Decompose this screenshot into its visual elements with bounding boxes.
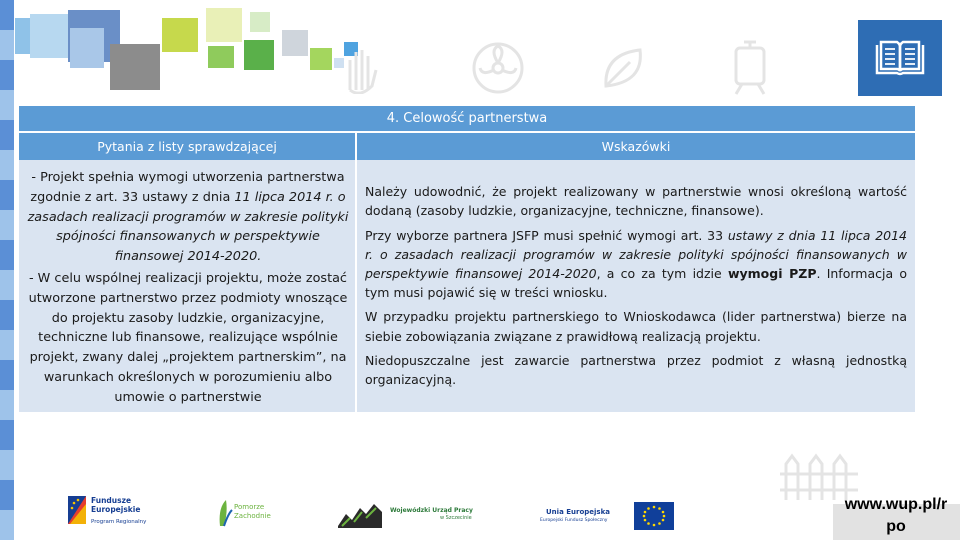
- hint-2-text-c: , a co za tym idzie: [596, 266, 728, 282]
- hints-cell: [356, 160, 915, 412]
- pomorze-zachodnie-logo: [216, 488, 280, 532]
- question-1-act-title: 11 lipca 2014 r. o zasadach realizacji programów w zakresie polityki spójności finansowanych w perspektywie finansowej 2014-2020.: [27, 189, 349, 265]
- wup-line-2: w Szczecinie: [440, 515, 472, 521]
- question-1-text: - Projekt spełnia wymogi utworzenia partnerstwa zgodnie z art. 33 ustawy z dnia: [30, 170, 345, 205]
- hand-watermark-icon: [340, 40, 380, 94]
- column-header-hints: Wskazówki: [356, 132, 915, 160]
- wup-stairs-icon: [336, 500, 384, 530]
- website-badge: [833, 496, 960, 540]
- hint-2-pzp: wymogi PZP: [727, 266, 817, 282]
- fe-stars-icon: [66, 494, 88, 528]
- hint-2-text-a: Przy wyborze partnera JSFP musi spełnić wymogi art. 33: [365, 227, 728, 243]
- question-2: - W celu wspólnej realizacji projektu, może zostać utworzone partnerstwo przez podmioty wnoszące do projektu zasoby ludzkie, organizacyjne, techniczne lub finansowe, realizujące wspólnie projekt, zwany dalej „projektem partnerskim”, na warunkach określonych w porozumieniu albo umowie o partnerstwie: [28, 270, 348, 405]
- book-tile: [858, 20, 942, 96]
- eu-efs-logo: [540, 488, 676, 532]
- eu-flag-icon: [634, 502, 674, 530]
- column-header-questions: Pytania z listy sprawdzającej: [19, 132, 356, 160]
- eu-line-2: Europejski Fundusz Społeczny: [540, 518, 608, 523]
- fe-line-2: Europejskie: [91, 505, 141, 514]
- eu-line-1: Unia Europejska: [546, 508, 610, 516]
- hint-2-act-title: ustawy z dnia 11 lipca 2014 r. o zasadach realizacji programów w zakresie polityki spójności finansowanych w perspektywie finansowej 2014-2020: [365, 227, 908, 282]
- wup-line-1: Wojewódzki Urząd Pracy: [390, 507, 473, 514]
- hint-1: Należy udowodnić, że projekt realizowany w partnerstwie wnosi określoną wartość dodaną (zasoby ludzkie, organizacyjne, techniczne, finansowe).: [365, 184, 907, 219]
- table-title: 4. Celowość partnerstwa: [19, 106, 915, 132]
- hint-2-text-e: . Informacja o tym musi pojawić się w treści wniosku.: [365, 266, 907, 301]
- book-icon: [875, 39, 925, 77]
- website-url[interactable]: www.wup.pl/r po: [844, 496, 948, 535]
- partnership-table: [19, 106, 915, 412]
- left-decorative-stripe: [0, 0, 14, 540]
- hint-2: [365, 226, 907, 303]
- wup-szczecin-logo: [336, 488, 486, 532]
- fundusze-europejskie-logo: [66, 488, 162, 532]
- flower-watermark-icon: [470, 40, 526, 96]
- hint-3: W przypadku projektu partnerskiego to Wnioskodawca (lider partnerstwa) bierze na siebie zobowiązania związane z prawidłową realizacją projektu.: [365, 309, 907, 344]
- leaf-watermark-icon: [600, 42, 650, 92]
- tram-watermark-icon: [730, 40, 770, 96]
- pomorze-line-2: Zachodnie: [234, 512, 271, 520]
- question-1: [27, 168, 349, 267]
- pomorze-leaf-icon: [216, 494, 234, 528]
- hint-4: Niedopuszczalne jest zawarcie partnerstwa przez podmiot z własną jednostką organizacyjną.: [365, 352, 907, 388]
- questions-cell: [19, 160, 356, 412]
- fe-line-3: Program Regionalny: [91, 519, 147, 525]
- fe-line-1: Fundusze: [91, 496, 132, 505]
- pomorze-line-1: Pomorze: [234, 503, 265, 511]
